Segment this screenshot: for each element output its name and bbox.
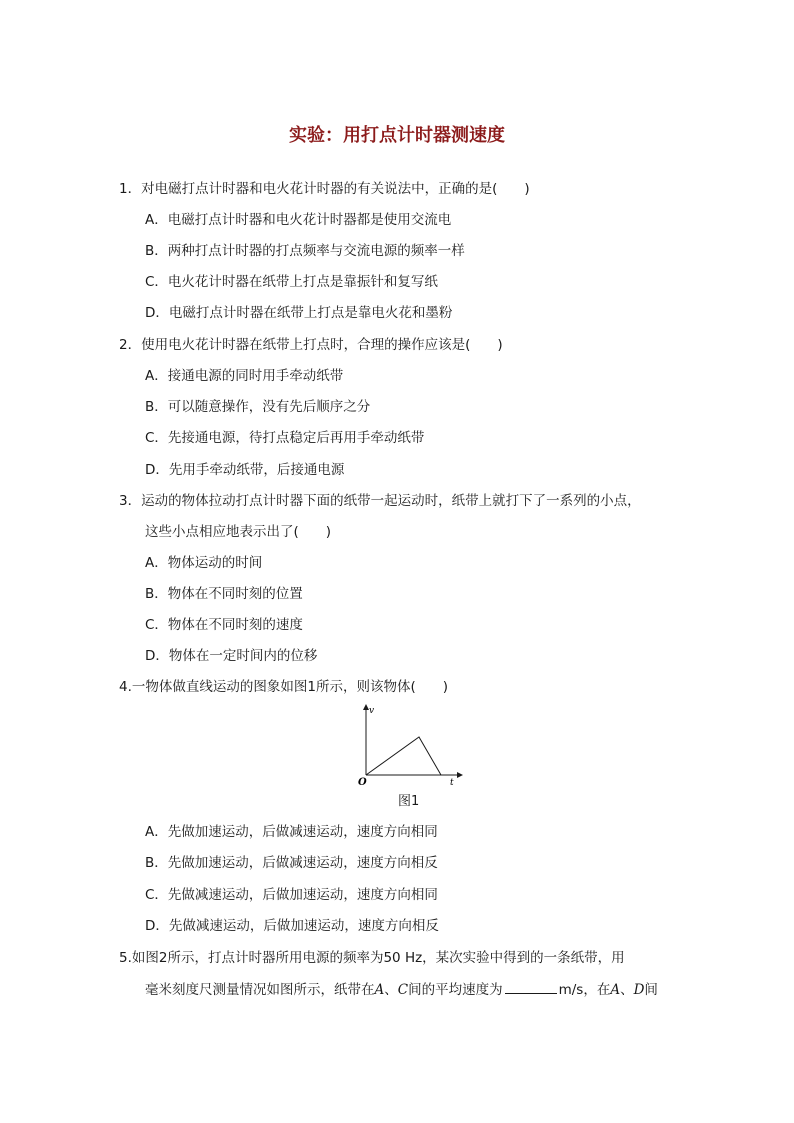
figure-1-x-label: t [450, 778, 454, 787]
question-4-stem: 4.一物体做直线运动的图象如图1所示，则该物体( ) [119, 679, 449, 695]
question-5-stem: 5.如图2所示，打点计时器所用电源的频率为50 Hz，某次实验中得到的一条纸带，用 [119, 950, 625, 966]
question-5-text-a: 毫米刻度尺测量情况如图所示，纸带在 [145, 982, 375, 998]
question-1-option-d: D．电磁打点计时器在纸带上打点是靠电火花和墨粉 [145, 305, 453, 321]
question-4-option-a: A．先做加速运动，后做减速运动，速度方向相同 [145, 824, 438, 840]
question-4-option-b: B．先做加速运动，后做减速运动，速度方向相反 [145, 855, 438, 871]
question-5-text-c: 间 [644, 982, 658, 998]
figure-1-origin-label: O [358, 777, 367, 787]
question-2-option-d: D．先用手牵动纸带，后接通电源 [145, 462, 345, 478]
question-4-option-d: D．先做减速运动，后做加速运动，速度方向相反 [145, 918, 439, 934]
figure-1-caption: 图1 [398, 794, 420, 809]
question-2-option-c: C．先接通电源，待打点稳定后再用手牵动纸带 [145, 430, 425, 446]
question-2-option-b: B．可以随意操作，没有先后顺序之分 [145, 399, 371, 415]
unit-label: m/s，在 [558, 982, 611, 998]
question-3-option-c: C．物体在不同时刻的速度 [145, 617, 303, 633]
question-1-option-b: B．两种打点计时器的打点频率与交流电源的频率一样 [145, 243, 465, 259]
point-d-label: D [633, 982, 645, 998]
figure-1-y-label: v [369, 706, 375, 716]
figure-1-curve [366, 737, 441, 775]
separator-2: 、 [620, 982, 634, 998]
question-3-option-d: D．物体在一定时间内的位移 [145, 648, 318, 664]
page-title: 实验：用打点计时器测速度 [289, 125, 505, 146]
figure-1-vt-graph [355, 701, 465, 787]
question-3-stem-continued: 这些小点相应地表示出了( ) [145, 524, 332, 540]
question-3-option-b: B．物体在不同时刻的位置 [145, 586, 303, 602]
question-3-stem: 3．运动的物体拉动打点计时器下面的纸带一起运动时，纸带上就打下了一系列的小点， [119, 493, 641, 509]
question-4-option-c: C．先做减速运动，后做加速运动，速度方向相同 [145, 887, 438, 903]
question-1-stem: 1．对电磁打点计时器和电火花计时器的有关说法中，正确的是( ) [119, 181, 530, 197]
question-5-stem-continued [145, 980, 658, 1000]
separator: 、 [384, 982, 398, 998]
question-2-option-a: A．接通电源的同时用手牵动纸带 [145, 368, 344, 384]
question-1-option-a: A．电磁打点计时器和电火花计时器都是使用交流电 [145, 212, 452, 228]
answer-blank[interactable] [505, 980, 557, 994]
question-5-text-b: 间的平均速度为 [408, 982, 503, 998]
point-a-label-2: A [610, 982, 621, 998]
point-a-label: A [374, 982, 385, 998]
question-2-stem: 2．使用电火花计时器在纸带上打点时，合理的操作应该是( ) [119, 337, 503, 353]
point-c-label: C [397, 982, 409, 998]
question-1-option-c: C．电火花计时器在纸带上打点是靠振针和复写纸 [145, 274, 438, 290]
question-3-option-a: A．物体运动的时间 [145, 555, 263, 571]
